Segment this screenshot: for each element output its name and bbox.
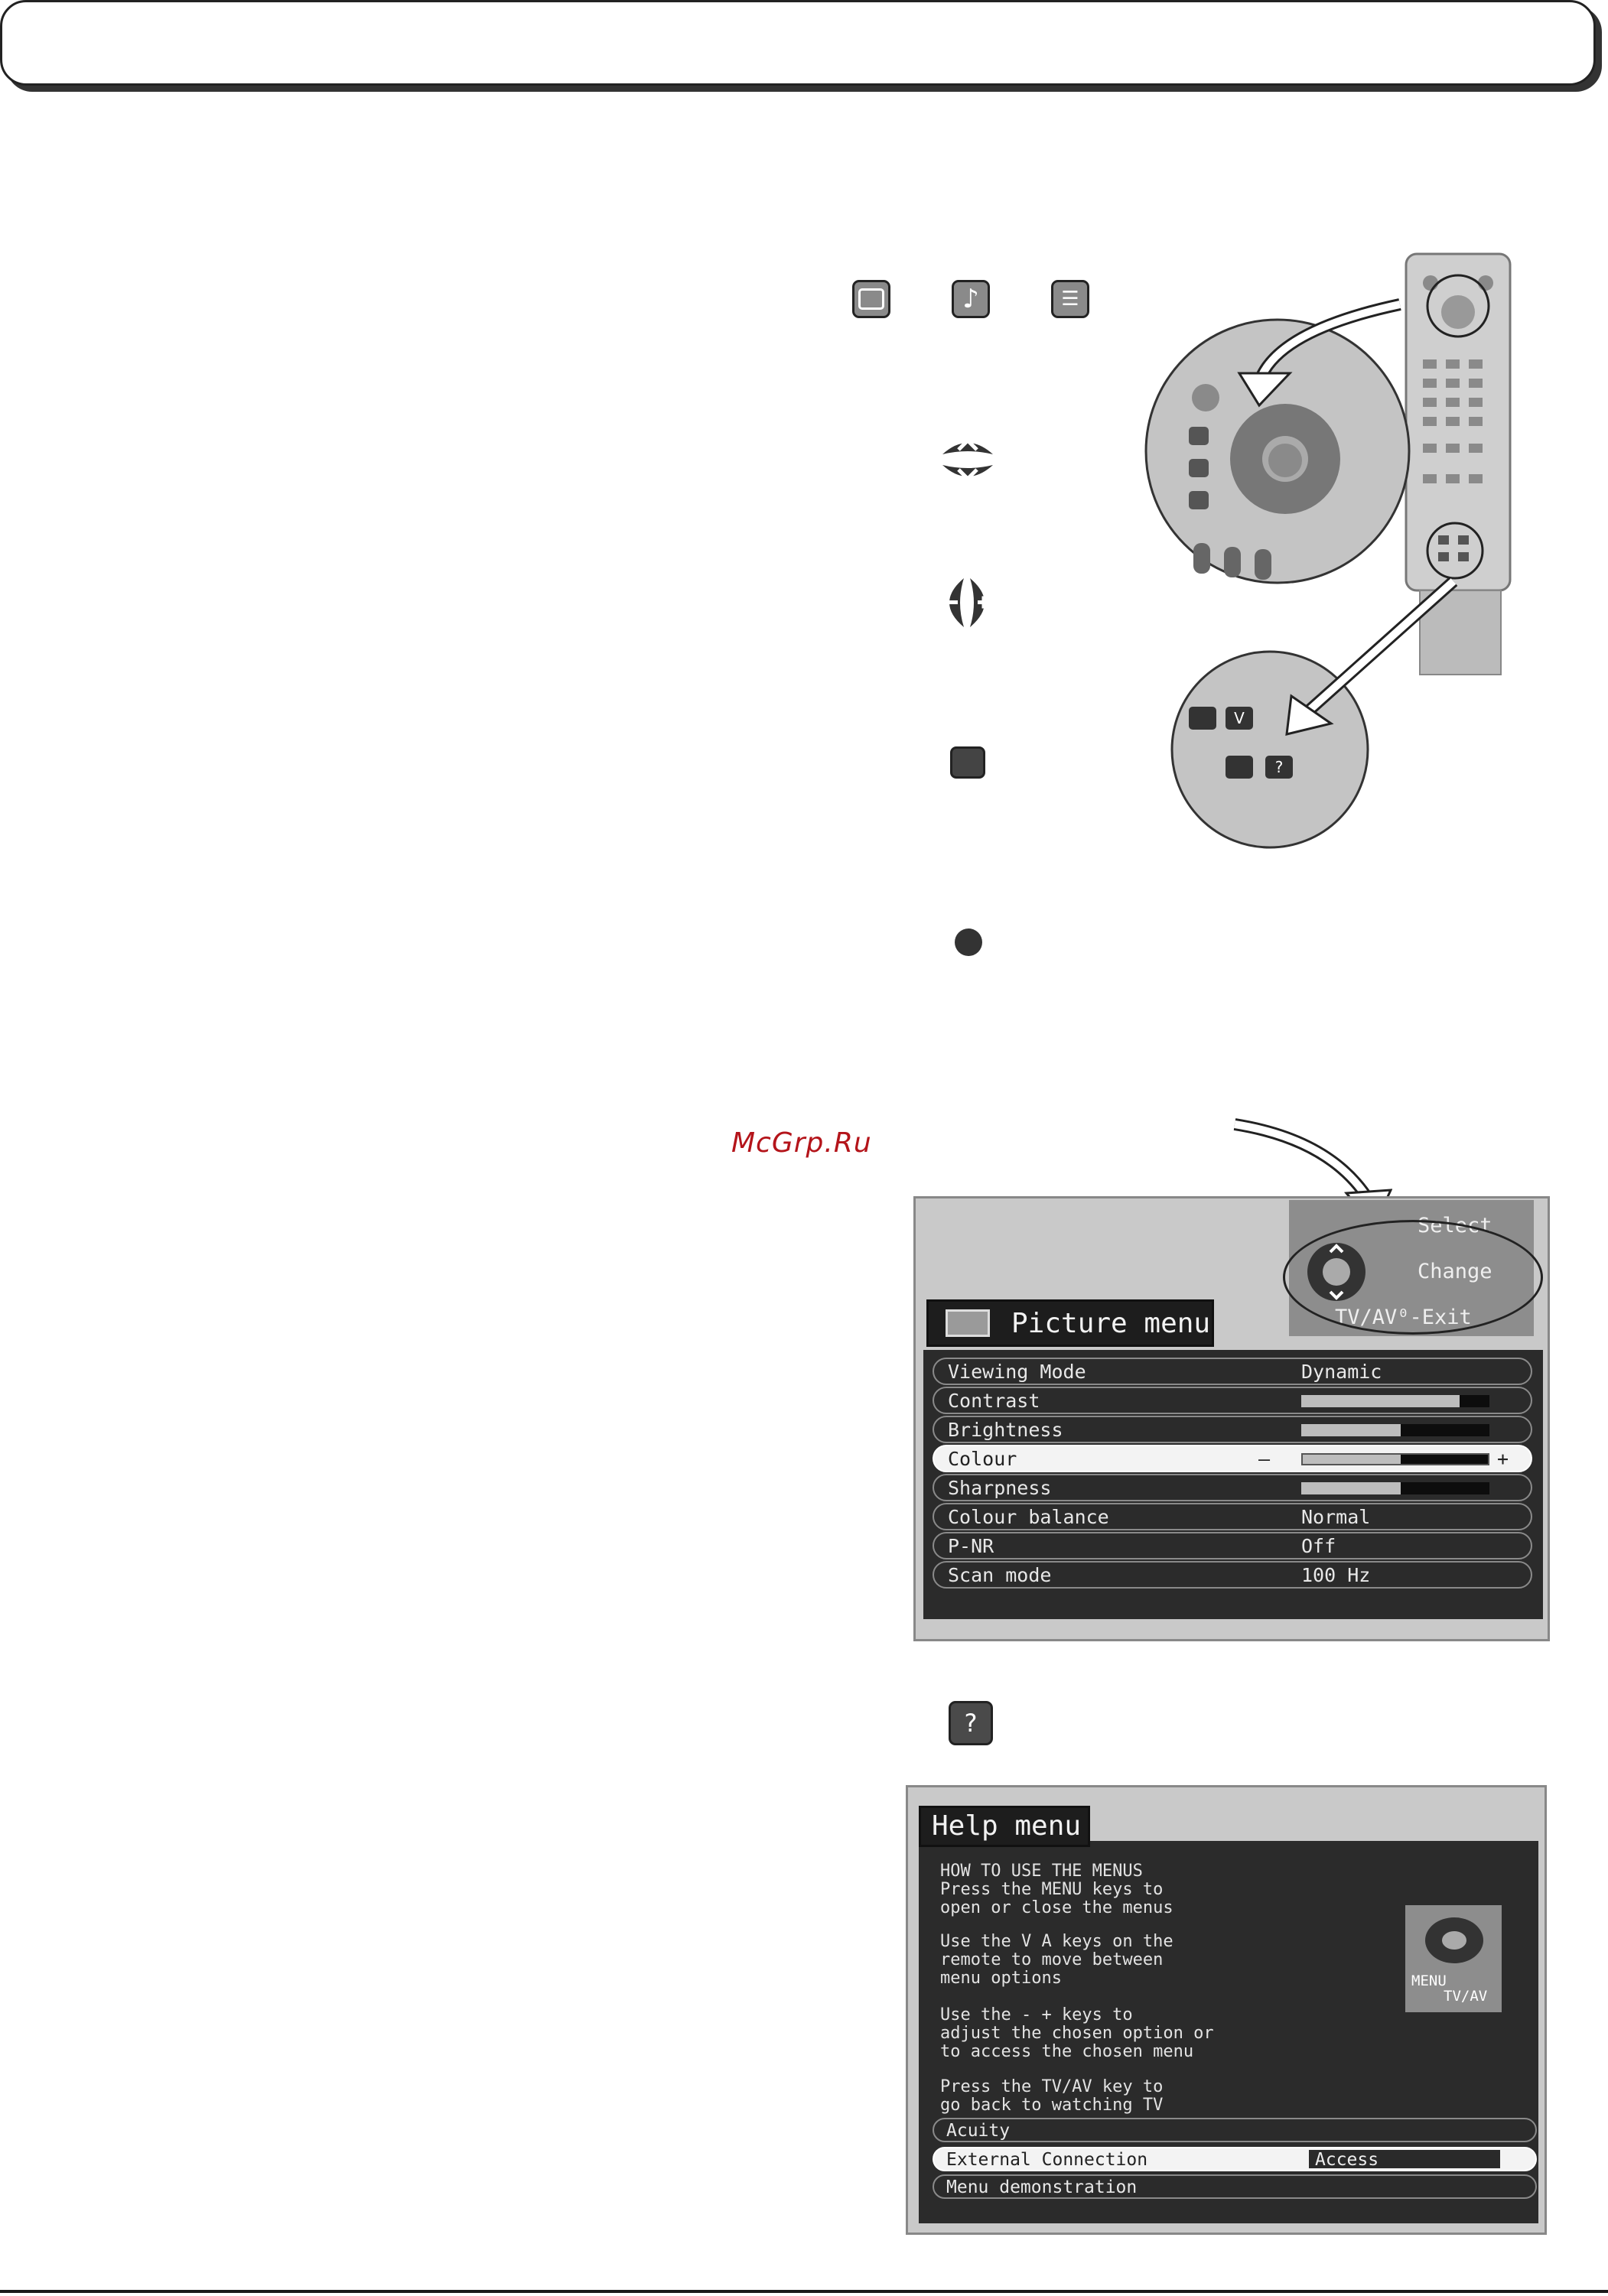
sound-note-icon: ♪ [952,280,990,318]
remote-control-illustration [1109,245,1568,857]
row-value: 100 Hz [1301,1563,1371,1586]
row-label: Colour [948,1447,1017,1470]
picture-menu-screen [913,1196,1550,1641]
tv-icon [852,280,890,318]
help-row-acuity[interactable] [933,2118,1537,2142]
row-label: Scan mode [948,1563,1052,1586]
menu-label: MENU [1411,1972,1447,1989]
row-value: Normal [1301,1505,1371,1528]
plus-sign: + [1497,1447,1509,1470]
row-label: Brightness [948,1418,1063,1441]
level-fill [1303,1455,1401,1464]
level-fill [1301,1395,1460,1407]
picture-tv-icon [946,1309,990,1337]
minus-plus-arrows-icon [930,574,1004,632]
help-question-icon: ? [949,1701,993,1745]
picture-menu-title [926,1299,1214,1347]
navigation-pad-icon [1422,1913,1486,1968]
watermark: McGrp.Ru [731,1127,872,1159]
row-label: Colour balance [948,1505,1109,1528]
square-key-icon [950,746,985,779]
help-row-menu-demonstration[interactable] [933,2174,1537,2199]
picture-menu-title-text: Picture menu [1011,1307,1211,1339]
level-bar[interactable] [1301,1395,1489,1407]
menu-row-colour-balance[interactable] [933,1503,1532,1530]
help-paragraph: Use the - + keys to adjust the chosen option or to access the chosen menu [940,2005,1214,2061]
legend-highlight-ellipse [1283,1220,1543,1335]
row-label: P-NR [948,1534,994,1557]
menu-tvav-badge [1405,1905,1502,2012]
setup-list-icon: ☰ [1051,280,1089,318]
level-bar[interactable] [1301,1424,1489,1436]
svg-text:V: V [1234,709,1245,727]
row-value: Off [1301,1534,1336,1557]
circle-key-icon [955,928,982,956]
svg-text:?: ? [1274,758,1284,776]
up-down-arrows-icon [936,428,999,491]
help-paragraph: HOW TO USE THE MENUS Press the MENU keys to open or close the menus [940,1862,1173,1917]
picture-menu-list [923,1350,1543,1619]
help-paragraph: Press the TV/AV key to go back to watching TV [940,2077,1164,2115]
menu-row-p-nr[interactable] [933,1532,1532,1559]
row-label: Sharpness [948,1476,1052,1499]
minus-sign: — [1258,1447,1271,1470]
help-menu-screen [906,1785,1547,2235]
exit-label: TV/AV⁰-Exit [1335,1306,1472,1329]
help-paragraph: Use the V A keys on the remote to move between menu options [940,1932,1173,1988]
level-fill [1301,1482,1401,1494]
level-bar[interactable] [1301,1453,1489,1465]
level-bar[interactable] [1301,1482,1489,1494]
menu-row-viewing-mode[interactable] [933,1358,1532,1385]
row-value: Access [1315,2150,1379,2170]
footer-rule [0,2290,1608,2293]
help-row-external-connection[interactable] [933,2147,1537,2171]
select-label: Select [1418,1214,1492,1237]
row-label: Acuity [946,2121,1011,2141]
row-label: Contrast [948,1389,1040,1412]
tvav-label: TV/AV [1444,1988,1488,2005]
menu-row-contrast[interactable] [933,1387,1532,1414]
header-banner [0,0,1596,86]
menu-row-colour[interactable] [933,1445,1532,1472]
help-menu-title: Help menu [919,1806,1090,1847]
row-label: Menu demonstration [946,2177,1138,2197]
row-label: External Connection [946,2150,1148,2170]
menu-row-scan-mode[interactable] [933,1561,1532,1589]
change-label: Change [1418,1260,1492,1283]
menu-row-brightness[interactable] [933,1416,1532,1443]
menu-row-sharpness[interactable] [933,1474,1532,1501]
level-fill [1301,1424,1401,1436]
row-value: Dynamic [1301,1360,1382,1383]
row-label: Viewing Mode [948,1360,1086,1383]
